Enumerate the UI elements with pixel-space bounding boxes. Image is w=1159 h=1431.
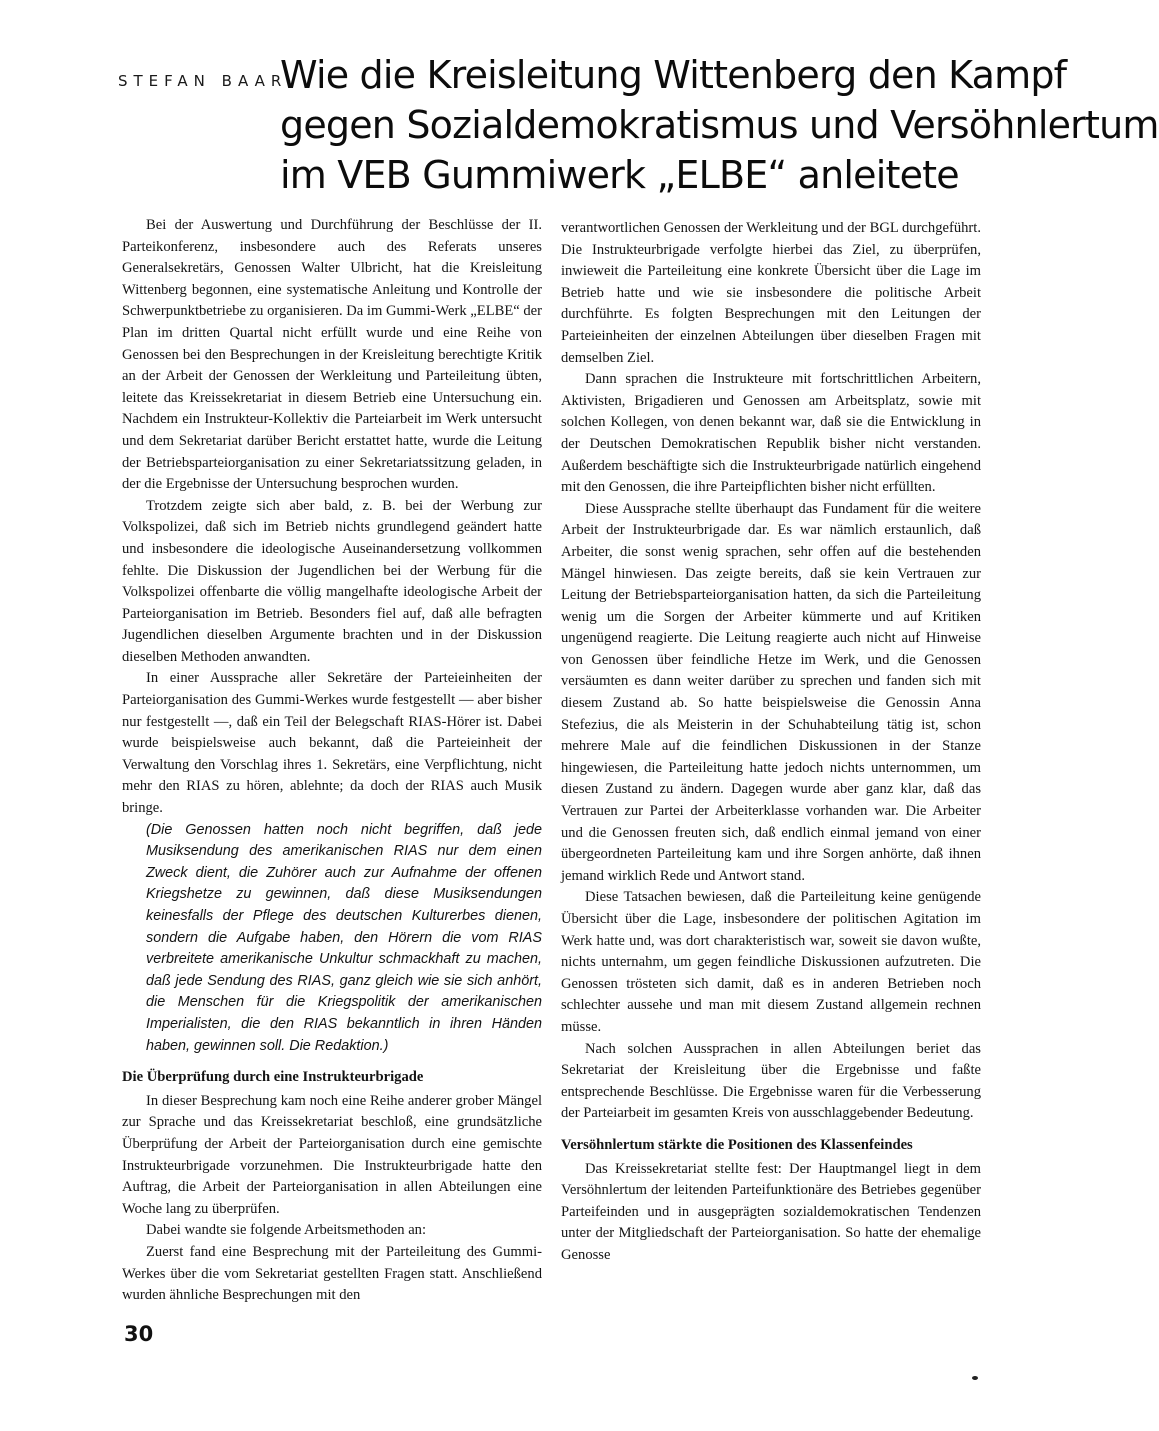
ink-speck: [972, 1376, 978, 1380]
article-title: [280, 50, 1159, 200]
paragraph: Nach solchen Aussprachen in allen Abteilungen beriet das Sekretariat der Kreisleitung über die Ergebnisse und faßte entsprechende Beschlüsse. Die Ergebnisse waren für die Verbesserung der Parteiarbeit im gesamten Kreis von ausschlaggebender Bedeutung.: [561, 1040, 981, 1122]
section-heading: Die Überprüfung durch eine Instrukteurbrigade: [122, 1069, 424, 1086]
paragraph: In dieser Besprechung kam noch eine Reihe anderer grober Mängel zur Sprache und das Kreissekretariat beschloß, eine grundsätzliche Überprüfung der Arbeit der Parteiorganisation durch eine gemischte Instrukteurbrigade vorzunehmen. Die Instrukteurbrigade hatte den Auftrag, die Arbeit der Parteiorganisation in allen Abteilungen eine Woche lang zu überprüfen.: [122, 1092, 542, 1217]
paragraph: Dann sprachen die Instrukteure mit fortschrittlichen Arbeitern, Aktivisten, Brigadieren und Genossen am Arbeitsplatz, sowie mit solchen Kollegen, von denen bekannt war, daß sie die Entwicklung in der Deutschen Demokratischen Republik bisher nicht verstanden. Außerdem beschäftigte sich die Instrukteurbrigade natürlich eingehend mit den Genossen, die ihre Parteipflichten bisher nicht erfüllten.: [561, 371, 981, 496]
paragraph: Diese Tatsachen bewiesen, daß die Parteileitung keine genügende Übersicht über die Lage, insbesondere der politischen Agitation im Werk hatte und, was dort charakteristisch war, soweit sie davon wußte, nichts unternahm, um gegen feindliche Diskussionen aufzutreten. Die Genossen trösteten sich damit, daß es in anderen Betrieben noch schlechter aussehe und man mit diesem Zustand allgemein rechnen müsse.: [561, 889, 981, 1035]
paragraph: verantwortlichen Genossen der Werkleitung und der BGL durchgeführt. Die Instrukteurbrigade verfolgte hierbei das Ziel, zu überprüfen, inwieweit die Parteileitung eine konkrete Übersicht über die Lage im Betrieb hatte und wie sie insbesondere die politische Arbeit durchführte. Es folgten Besprechungen mit den Leitungen der Parteieinheiten der einzelnen Abteilungen über dieselben Fragen mit demselben Ziel.: [561, 220, 981, 366]
editorial-note: (Die Genossen hatten noch nicht begriffen, daß jede Musiksendung des amerikanischen RIAS nur dem einen Zweck dient, die Zuhörer auch zur Aufnahme der offenen Kriegshetze zu gewinnen, daß diese Musiksendungen keinesfalls der Pflege des deutschen Kulturerbes dienen, sondern die Aufgabe haben, den Hörern die vom RIAS verbreitete amerikanische Unkultur schmackhaft zu machen, daß jede Sendung des RIAS, ganz gleich wie sie sich anhört, die Menschen für die Kriegspolitik der amerikanischen Imperialisten, die den RIAS bekanntlich in ihren Händen haben, gewinnen soll. Die Redaktion.): [146, 821, 542, 1054]
author-name: STEFAN BAAR: [118, 72, 288, 90]
page-number: 30: [124, 1322, 154, 1346]
paragraph: Das Kreissekretariat stellte fest: Der Hauptmangel liegt in dem Versöhnlertum der leitenden Parteifunktionäre des Betriebes gegenüber Parteifeinden und in ausgeprägten sozialdemokratischen Tendenzen unter der Mitgliedschaft der Parteiorganisation. So hatte der ehemalige Genosse: [561, 1160, 981, 1263]
paragraph: Zuerst fand eine Besprechung mit der Parteileitung des Gummi-Werkes über die vom Sekretariat gestellten Fragen statt. Anschließend wurden ähnliche Besprechungen mit den: [122, 1243, 542, 1304]
title-line: im VEB Gummiwerk „ELBE“ anleitete: [280, 153, 959, 197]
paragraph: In einer Aussprache aller Sekretäre der Parteieinheiten der Parteiorganisation des Gummi-Werkes wurde festgestellt — aber bisher nur festgestellt —, daß ein Teil der Belegschaft RIAS-Hörer ist. Dabei wurde beispielsweise auch bekannt, daß die Parteieinheit der Verwaltung den Vorschlag ihres 1. Sekretärs, eine Verpflichtung, nicht mehr den RIAS zu hören, ablehnte; da doch der RIAS auch Musik bringe.: [122, 670, 542, 817]
section-heading: Versöhnlertum stärkte die Positionen des Klassenfeindes: [561, 1136, 913, 1153]
title-line: gegen Sozialdemokratismus und Versöhnlertum: [280, 103, 1159, 147]
title-line: Wie die Kreisleitung Wittenberg den Kampf: [280, 53, 1067, 97]
right-column: [561, 218, 981, 1267]
paragraph: Trotzdem zeigte sich aber bald, z. B. bei der Werbung zur Volkspolizei, daß sich im Betrieb nichts grundlegend geändert hatte und insbesondere die ideologische Auseinandersetzung vollkommen fehlte. Die Diskussion der Jugendlichen bei der Werbung für die Volkspolizei offenbarte die völlig mangelhafte ideologische Arbeit der Parteiorganisation im Betrieb. Besonders fiel auf, daß alle befragten Jugendlichen dieselben Argumente brachten und in der Diskussion dieselben Methoden anwandten.: [122, 497, 542, 665]
paragraph: Dabei wandte sie folgende Arbeitsmethoden an:: [146, 1222, 427, 1239]
paragraph: Bei der Auswertung und Durchführung der Beschlüsse der II. Parteikonferenz, insbesondere auch des Referats unseres Generalsekretärs, Genossen Walter Ulbricht, hat die Kreisleitung Wittenberg begonnen, eine systematische Anleitung und Kontrolle der Schwerpunktbetriebe zu organisieren. Da im Gummi-Werk „ELBE“ der Plan im dritten Quartal nicht erfüllt wurde und eine Reihe von Genossen bei den Besprechungen in der Kreisleitung berechtigte Kritik an der Arbeit der Genossen der Werkleitung und Parteileitung übten, leitete das Kreissekretariat in diesem Betrieb eine Untersuchung ein. Nachdem ein Instrukteur-Kollektiv die Parteiarbeit im Werk untersucht und dem Sekretariat darüber Bericht erstattet hatte, wurde die Leitung der Betriebsparteiorganisation zu einer Sekretariatssitzung geladen, in der die Ergebnisse der Untersuchung besprochen wurden.: [122, 217, 543, 493]
paragraph: Diese Aussprache stellte überhaupt das Fundament für die weitere Arbeit der Instrukteurbrigade dar. Es war nämlich erstaunlich, daß Arbeiter, die sonst wenig sprachen, sehr offen auf die bestehenden Mängel hinwiesen. Das zeigte bereits, daß sie kein Vertrauen zur Leitung der Betriebsparteiorganisation hatten, da sich die Parteileitung wenig um die Sorgen der Arbeiter kümmerte und auf Kritiken ungenügend reagierte. Die Leitung reagierte auch nicht auf Hinweise von Genossen über feindliche Hetze im Werk, und die Genossen versäumten es dann weiter darüber zu sprechen und fanden sich mit diesem Zustand ab. So hatte beispielsweise die Genossin Anna Stefezius, die als Meisterin in der Schuhabteilung tätig ist, schon mehrere Male auf die feindlichen Diskussionen in der Stanze hingewiesen, die Parteileitung hatte jedoch nichts unternommen, um diesen Zustand zu ändern. Dagegen wurde aber ganz klar, daß das Vertrauen zur Partei der Arbeiterklasse vorhanden war. Die Arbeiter und die Genossen freuten sich, daß endlich einmal jemand von einer übergeordneten Parteileitung kam und ihre Sorgen anhörte, daß ihnen jemand wirklich Rede und Antwort stand.: [561, 500, 981, 884]
left-column: [122, 215, 542, 1307]
